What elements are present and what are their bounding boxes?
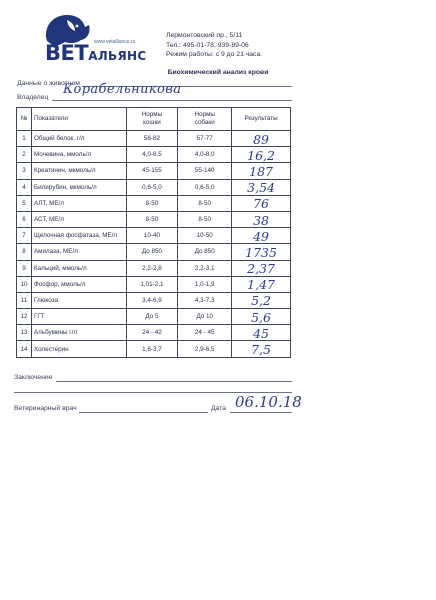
row-result-cell bbox=[232, 147, 291, 163]
header-num: № bbox=[17, 108, 32, 131]
results-table bbox=[16, 107, 291, 358]
row-num: 8 bbox=[17, 244, 32, 260]
row-dog-norm: 24 - 45 bbox=[178, 325, 232, 341]
row-num: 1 bbox=[17, 131, 32, 147]
row-name: Холестерин bbox=[31, 341, 126, 357]
row-cat-norm: 2,2-2,8 bbox=[126, 260, 178, 276]
row-cat-norm: 0,6-5,0 bbox=[126, 179, 178, 195]
row-name: АЛТ, МЕ/л bbox=[31, 195, 126, 211]
row-result-cell bbox=[232, 195, 291, 211]
row-name: Билирубин, мкмоль/л bbox=[31, 179, 126, 195]
row-cat-norm: 58-82 bbox=[126, 131, 178, 147]
row-num: 4 bbox=[17, 179, 32, 195]
row-name: Кальций, ммоль/л bbox=[31, 260, 126, 276]
table-row bbox=[17, 131, 291, 147]
row-result-cell bbox=[232, 211, 291, 227]
row-result: 49 bbox=[253, 228, 270, 244]
clinic-hours: Режим работы: с 9 до 21 часа. bbox=[166, 51, 263, 58]
owner-value: Корабельникова bbox=[63, 82, 182, 97]
table-row bbox=[17, 325, 291, 341]
row-result: 7,5 bbox=[251, 342, 271, 358]
row-num: 14 bbox=[17, 341, 32, 357]
row-result-cell bbox=[232, 276, 291, 292]
row-result: 5,6 bbox=[251, 309, 271, 325]
table-row bbox=[17, 341, 291, 357]
row-name: Фосфор, ммоль/л bbox=[31, 276, 126, 292]
header-dog-line2: собаки bbox=[194, 119, 215, 126]
row-result: 3,54 bbox=[247, 180, 275, 196]
clinic-phones: Тел.: 495-01-78, 939-89-06 bbox=[166, 41, 249, 49]
row-cat-norm: 24 - 42 bbox=[126, 325, 178, 341]
row-num: 10 bbox=[17, 276, 32, 292]
row-dog-norm: До 850 bbox=[178, 244, 232, 260]
row-name: Амилаза, МЕ/л bbox=[31, 244, 126, 260]
table-row bbox=[17, 244, 291, 260]
row-num: 7 bbox=[17, 228, 32, 244]
header-cat-line1: Нормы bbox=[141, 111, 163, 118]
row-name: Креатинин, мкмоль/л bbox=[31, 163, 126, 179]
row-dog-norm: 4,3-7,3 bbox=[178, 292, 232, 308]
table-row bbox=[17, 309, 291, 325]
header-name: Показатели bbox=[31, 108, 126, 131]
row-result: 45 bbox=[253, 325, 270, 341]
row-num: 12 bbox=[17, 309, 32, 325]
row-num: 9 bbox=[17, 260, 32, 276]
table-row bbox=[17, 195, 291, 211]
header-dog-norms bbox=[178, 108, 232, 131]
row-num: 11 bbox=[17, 292, 32, 308]
conclusion-label: Заключение bbox=[14, 374, 53, 381]
form-title: Биохимический анализ крови bbox=[167, 69, 269, 76]
website: www.vetalliance.ru bbox=[94, 39, 136, 45]
row-num: 5 bbox=[17, 195, 32, 211]
table-row bbox=[17, 228, 291, 244]
header-cat-norms bbox=[126, 108, 178, 131]
row-cat-norm: До 850 bbox=[126, 244, 178, 260]
row-name: Глюкоза bbox=[31, 292, 126, 308]
row-dog-norm: 4,0-8,0 bbox=[178, 147, 232, 163]
row-name: АСТ, МЕ/л bbox=[31, 211, 126, 227]
row-num: 3 bbox=[17, 163, 32, 179]
table-header-row bbox=[17, 108, 291, 131]
row-dog-norm: 8-50 bbox=[178, 195, 232, 211]
table-row bbox=[17, 163, 291, 179]
brand-alliance: АЛЬЯНС bbox=[88, 49, 147, 63]
owner-label: Владелец bbox=[17, 94, 49, 101]
row-result-cell bbox=[232, 228, 291, 244]
vet-field-line bbox=[79, 412, 208, 413]
vet-label: Ветеринарный врач bbox=[14, 405, 77, 412]
table-row bbox=[17, 276, 291, 292]
row-result: 187 bbox=[249, 163, 273, 179]
row-result: 38 bbox=[253, 212, 270, 228]
row-dog-norm: 8-50 bbox=[178, 211, 232, 227]
owner-field-line bbox=[52, 100, 292, 101]
row-dog-norm: 2,9-6,5 bbox=[178, 341, 232, 357]
row-dog-norm: 0,6-5,0 bbox=[178, 179, 232, 195]
header-cat-line2: кошки bbox=[143, 119, 161, 126]
table-row bbox=[17, 211, 291, 227]
date-field-line bbox=[230, 412, 292, 413]
row-cat-norm: 45-155 bbox=[126, 163, 178, 179]
row-cat-norm: 8-50 bbox=[126, 195, 178, 211]
row-num: 2 bbox=[17, 147, 32, 163]
conclusion-field-line bbox=[56, 381, 292, 382]
table-row bbox=[17, 260, 291, 276]
row-result: 76 bbox=[253, 196, 270, 212]
table-row bbox=[17, 292, 291, 308]
row-dog-norm: 10-50 bbox=[178, 228, 232, 244]
table-row bbox=[17, 147, 291, 163]
date-value: 06.10.18 bbox=[235, 393, 302, 411]
row-cat-norm: 4,0-8,5 bbox=[126, 147, 178, 163]
row-result-cell bbox=[232, 260, 291, 276]
date-label: Дата bbox=[211, 405, 227, 412]
row-result: 1,47 bbox=[247, 277, 275, 293]
row-result-cell bbox=[232, 244, 291, 260]
row-num: 13 bbox=[17, 325, 32, 341]
row-num: 6 bbox=[17, 211, 32, 227]
row-result-cell bbox=[232, 309, 291, 325]
row-cat-norm: 8-50 bbox=[126, 211, 178, 227]
row-dog-norm: 2,2-3,1 bbox=[178, 260, 232, 276]
row-cat-norm: 3,4-6,9 bbox=[126, 292, 178, 308]
animal-label: Данные о животном bbox=[17, 80, 80, 87]
row-result: 2,37 bbox=[247, 261, 275, 277]
row-name: Щелочная фосфатаза, МЕ/л bbox=[31, 228, 126, 244]
row-cat-norm: 1,01-2,1 bbox=[126, 276, 178, 292]
clinic-address: Лермонтовский пр., 5/11 bbox=[166, 32, 243, 39]
table-row bbox=[17, 179, 291, 195]
row-name: Общий белок, г/л bbox=[31, 131, 126, 147]
row-name: Альбумины г/л bbox=[31, 325, 126, 341]
row-result-cell bbox=[232, 163, 291, 179]
row-result: 1735 bbox=[245, 244, 277, 260]
brand-vet: ВЕТ bbox=[45, 41, 89, 65]
row-result: 16,2 bbox=[247, 147, 275, 163]
row-result: 89 bbox=[253, 131, 270, 147]
row-result-cell bbox=[232, 292, 291, 308]
row-cat-norm: До 5 bbox=[126, 309, 178, 325]
header-result: Результаты bbox=[232, 108, 291, 131]
row-dog-norm: 55-140 bbox=[178, 163, 232, 179]
row-result-cell bbox=[232, 341, 291, 357]
clinic-logo bbox=[37, 11, 162, 67]
header-dog-line1: Нормы bbox=[194, 111, 215, 118]
row-result-cell bbox=[232, 325, 291, 341]
row-dog-norm: 57-77 bbox=[178, 131, 232, 147]
row-cat-norm: 1,6-3,7 bbox=[126, 341, 178, 357]
row-result: 5,2 bbox=[251, 293, 271, 309]
row-result-cell bbox=[232, 131, 291, 147]
row-cat-norm: 10-40 bbox=[126, 228, 178, 244]
row-name: ГГТ bbox=[31, 309, 126, 325]
clinic-contacts bbox=[166, 31, 262, 60]
row-dog-norm: 1,0-1,9 bbox=[178, 276, 232, 292]
row-dog-norm: До 10 bbox=[178, 309, 232, 325]
row-result-cell bbox=[232, 179, 291, 195]
row-name: Мочевина, ммоль/л bbox=[31, 147, 126, 163]
